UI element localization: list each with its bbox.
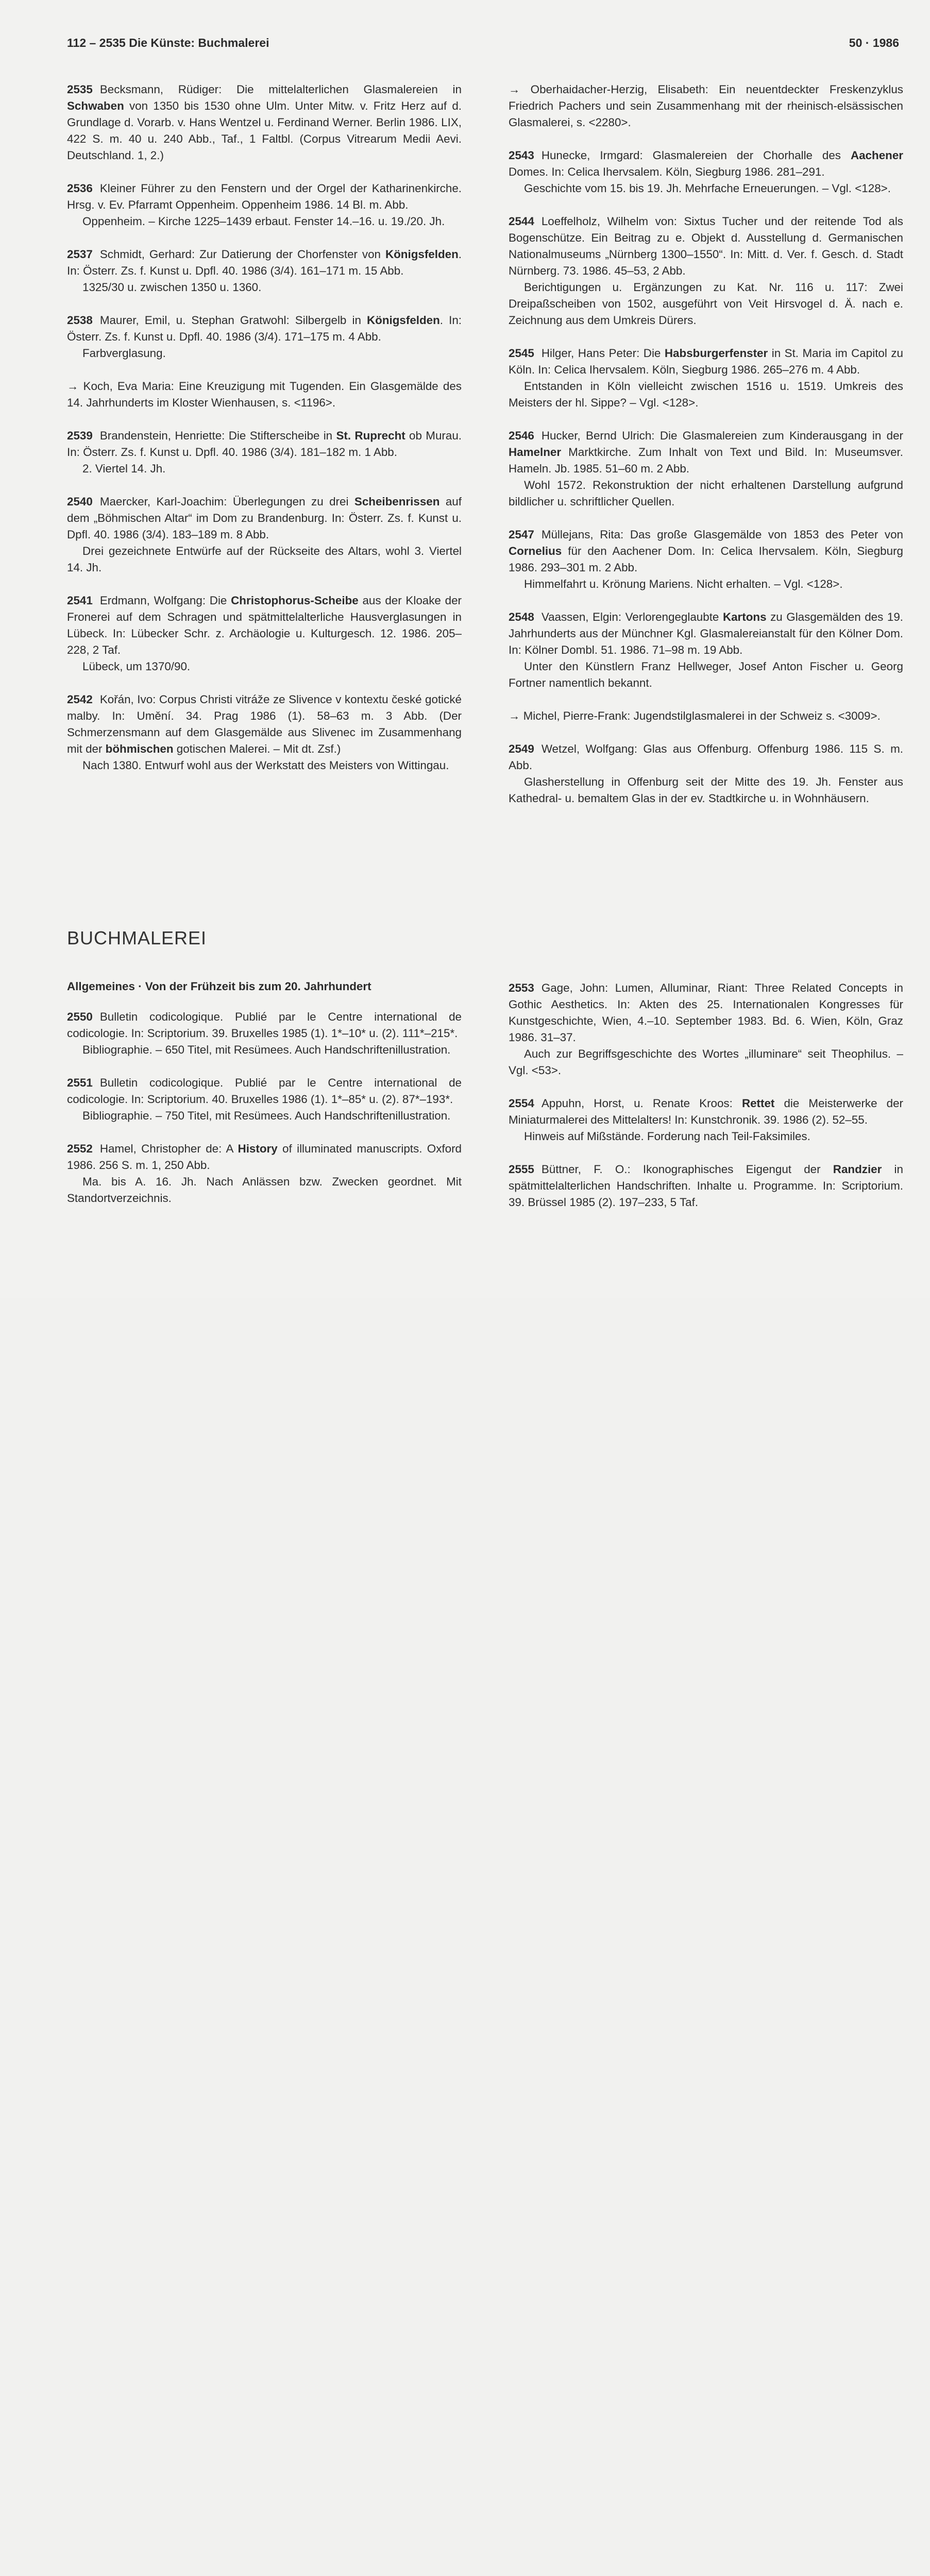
entry-rest: . In: Österr. Zs. f. Kunst u. Dpfl. 40. 1986 (3/4). 161–171 m. 15 Abb. bbox=[67, 248, 462, 277]
bibliography-entry bbox=[67, 246, 462, 296]
cross-reference bbox=[509, 708, 903, 724]
entry-number: 2535 bbox=[67, 83, 93, 96]
entry-text: Erdmann, Wolfgang: Die bbox=[99, 594, 231, 607]
subsection-title: Allgemeines · Von der Frühzeit bis zum 20. Jahrhundert bbox=[67, 980, 371, 993]
bibliography-entry bbox=[67, 592, 462, 675]
entry-rest: gotischen Malerei. – Mit dt. Zsf.) bbox=[173, 742, 341, 755]
keyword: Randzier bbox=[833, 1163, 882, 1176]
keyword: Königsfelden bbox=[385, 248, 459, 261]
bibliography-entry bbox=[67, 691, 462, 774]
entry-note: Ma. bis A. 16. Jh. Nach Anlässen bzw. Zwecken geordnet. Mit Standortverzeichnis. bbox=[67, 1175, 462, 1205]
entry-number: 2548 bbox=[509, 611, 534, 623]
cross-reference bbox=[67, 378, 462, 411]
entry-number: 2546 bbox=[509, 429, 534, 442]
entry-text: Vaassen, Elgin: Verlorengeglaubte bbox=[541, 611, 723, 623]
reference-text: → Oberhaidacher-Herzig, Elisabeth: Ein neuentdeckter Freskenzyklus Friedrich Pachers und sein Zusammenhang mit der bbox=[509, 83, 903, 112]
keyword: Schweiz bbox=[780, 709, 823, 722]
reference-rest: , s. <1196>. bbox=[275, 396, 336, 409]
keyword: Cornelius bbox=[509, 545, 562, 557]
bibliography-entry bbox=[509, 1095, 903, 1145]
keyword: St. Ruprecht bbox=[336, 429, 405, 442]
entry-text: Hucker, Bernd Ulrich: Die Glasmalereien zum Kinderausgang in der bbox=[541, 429, 903, 442]
entry-rest: of illuminated manuscripts. Oxford 1986. 256 S. m. 1, 250 Abb. bbox=[67, 1142, 462, 1172]
entry-number: 2554 bbox=[509, 1097, 534, 1110]
entry-rest: ob Murau. In: Österr. Zs. f. Kunst u. Dpfl. 40. 1986 (3/4). 181–182 m. 1 Abb. bbox=[67, 429, 462, 459]
entry-rest: auf dem „Böhmischen Altar“ im Dom zu Brandenburg. In: Österr. Zs. f. Kunst u. Dpfl. 40. 1986 (3/4). 183–189 m. 8 Abb. bbox=[67, 495, 462, 541]
reference-text: → Koch, Eva Maria: Eine Kreuzigung mit Tugenden. Ein Glasgemälde des 14. Jahrhunderts im Kloster bbox=[67, 380, 462, 409]
entry-number: 2536 bbox=[67, 182, 93, 195]
entry-rest: aus der Kloake der Fronerei auf dem Schragen und spätmittelalterliche Hausverglasungen in Lübeck. In: Lübecker Schr. z. Archäologie u. Kulturgesch. 12. 1986. 205–228, 2 Taf. bbox=[67, 594, 462, 656]
entry-text: Kořán, Ivo: Corpus Christi vitráže ze Slivence v kontextu české gotické malby. In: Umění. 34. Prag 1986 (1). 58–63 m. 3 Abb. (Der Schmerzensmann auf dem Glasgemälde aus Slivenec im Zusammenhang mit der bbox=[67, 693, 462, 755]
entry-number: 2543 bbox=[509, 149, 534, 162]
bibliography-entry bbox=[67, 1075, 462, 1124]
left-column-2 bbox=[67, 1009, 462, 1223]
keyword: Christophorus-Scheibe bbox=[231, 594, 359, 607]
keyword: rheinisch-elsässischen bbox=[787, 99, 903, 112]
entry-number: 2552 bbox=[67, 1142, 93, 1155]
bibliography-entry bbox=[509, 213, 903, 329]
entry-text: Hamel, Christopher de: A bbox=[99, 1142, 238, 1155]
page-header bbox=[67, 36, 899, 57]
entry-text: Gage, John: Lumen, Alluminar, Riant: Three Related Concepts in Gothic Aesthetics. In: Akten des 25. Internationalen Kongresses für Kunstgeschichte, Wien, 4.–10. September 1983. Bd. 6. Wien, Köln, Graz 1986. 31–37. bbox=[509, 981, 903, 1044]
entry-text: Büttner, F. O.: Ikonographisches Eigengut der bbox=[541, 1163, 833, 1176]
entry-note: Bibliographie. – 650 Titel, mit Resümees. Auch Handschriftenillustration. bbox=[82, 1043, 451, 1056]
entry-text: Wetzel, Wolfgang: Glas aus Offenburg. Offenburg 1986. 115 S. m. Abb. bbox=[509, 742, 903, 772]
entry-number: 2541 bbox=[67, 594, 93, 607]
entry-number: 2540 bbox=[67, 495, 93, 508]
entry-text: Maurer, Emil, u. Stephan Gratwohl: Silbergelb in bbox=[99, 314, 367, 327]
reference-text: → Michel, Pierre-Frank: Jugendstilglasmalerei in der bbox=[509, 709, 780, 722]
entry-rest: zu Glasgemälden des 19. Jahrhunderts aus der Münchner Kgl. Glasmalereianstalt für den Kölner Dom. In: Kölner Dombl. 51. 1986. 71–98 m. 19 Abb. bbox=[509, 611, 903, 656]
entry-number: 2545 bbox=[509, 347, 534, 360]
bibliography-entry bbox=[67, 180, 462, 230]
entry-rest: in St. Maria im Capitol zu Köln. In: Celica Ihervsalem. Köln, Siegburg 1986. 265–276 m. 4 Abb. bbox=[509, 347, 903, 376]
entry-note: Oppenheim. – Kirche 1225–1439 erbaut. Fenster 14.–16. u. 19./20. Jh. bbox=[82, 215, 445, 228]
entry-note: Lübeck, um 1370/90. bbox=[82, 660, 191, 673]
entry-text: Maercker, Karl-Joachim: Überlegungen zu drei bbox=[99, 495, 354, 508]
entry-text: Schmidt, Gerhard: Zur Datierung der Chorfenster von bbox=[99, 248, 385, 261]
right-column-2 bbox=[509, 980, 903, 1227]
keyword: Scheibenrissen bbox=[354, 495, 440, 508]
section-title: BUCHMALEREI bbox=[67, 927, 207, 948]
entry-number: 2547 bbox=[509, 528, 534, 541]
entry-text: Brandenstein, Henriette: Die Stifterscheibe in bbox=[99, 429, 336, 442]
entry-note: Unter den Künstlern Franz Hellweger, Josef Anton Fischer u. Georg Fortner namentlich bekannt. bbox=[509, 660, 903, 689]
entry-text: Hilger, Hans Peter: Die bbox=[541, 347, 665, 360]
keyword: Kartons bbox=[722, 611, 767, 623]
left-column bbox=[67, 81, 462, 790]
keyword: Rettet bbox=[741, 1097, 775, 1110]
bibliography-entry bbox=[509, 980, 903, 1079]
entry-text: Becksmann, Rüdiger: Die mittelalterlichen Glasmalereien in bbox=[99, 83, 462, 96]
bibliography-entry bbox=[67, 1141, 462, 1207]
bibliography-entry bbox=[509, 345, 903, 411]
entry-text: Müllejans, Rita: Das große Glasgemälde von 1853 des Peter von bbox=[541, 528, 903, 541]
entry-text: Kleiner Führer zu den Fenstern und der Orgel der Katharinenkirche. Hrsg. v. Ev. Pfarramt Oppenheim. Oppenheim 1986. 14 Bl. m. Abb. bbox=[67, 182, 462, 211]
right-column bbox=[509, 81, 903, 823]
bibliography-entry bbox=[509, 1161, 903, 1211]
entry-number: 2544 bbox=[509, 215, 534, 228]
entry-note: Himmelfahrt u. Krönung Mariens. Nicht erhalten. – Vgl. <128>. bbox=[524, 578, 843, 590]
entry-note: 2. Viertel 14. Jh. bbox=[82, 462, 166, 475]
entry-text: Bulletin codicologique. Publié par le Centre international de codicologie. In: Scriptorium. 40. Bruxelles 1986 (1). 1*–85* u. (2). 87*–193*. bbox=[67, 1076, 462, 1106]
bibliography-entry bbox=[509, 741, 903, 807]
entry-note: Nach 1380. Entwurf wohl aus der Werkstatt des Meisters von Wittingau. bbox=[82, 759, 449, 772]
entry-note: Berichtigungen u. Ergänzungen zu Kat. Nr. 116 u. 117: Zwei Dreipaßscheiben von 1502, ausgeführt von Veit Hirsvogel d. Ä. nach e. Zeichnung aus dem Umkreis Dürers. bbox=[509, 281, 903, 327]
entry-note: Farbverglasung. bbox=[82, 347, 166, 360]
entry-rest: in spätmittelalterlichen Handschriften. Inhalte u. Programme. In: Scriptorium. 39. Brüssel 1985 (2). 197–233, 5 Taf. bbox=[509, 1163, 903, 1209]
entry-number: 2542 bbox=[67, 693, 93, 706]
entry-rest: für den Aachener Dom. In: Celica Ihervsalem. Köln, Siegburg 1986. 293–301 m. 2 Abb. bbox=[509, 545, 903, 574]
bibliography-entry bbox=[67, 494, 462, 576]
entry-note: Bibliographie. – 750 Titel, mit Resümees. Auch Handschriftenillustration. bbox=[82, 1109, 451, 1122]
entry-note: Entstanden in Köln vielleicht zwischen 1516 u. 1519. Umkreis des Meisters der hl. Sippe? – Vgl. <128>. bbox=[509, 380, 903, 409]
entry-rest: von 1350 bis 1530 ohne Ulm. Unter Mitw. v. Fritz Herz auf d. Grundlage d. Vorarb. v. Hans Wentzel u. Ferdinand Werner. Berlin 1986. LIX, 422 S. m. 40 u. 240 Abb., Taf., 1 Faltbl. (Corpus Vitrearum Medii Aevi. Deutschland. 1, 2.) bbox=[67, 99, 462, 162]
keyword: böhmischen bbox=[105, 742, 174, 755]
entry-note: Glasherstellung in Offenburg seit der Mitte des 19. Jh. Fenster aus Kathedral- u. bemaltem Glas in der ev. Stadtkirche u. in Wohnhäusern. bbox=[509, 775, 903, 805]
entry-rest: die Meisterwerke der Miniaturmalerei des Mittelalters! In: Kunstchronik. 39. 1986 (2). 52–55. bbox=[509, 1097, 903, 1126]
entry-note: Drei gezeichnete Entwürfe auf der Rückseite des Altars, wohl 3. Viertel 14. Jh. bbox=[67, 545, 462, 574]
entry-note: Auch zur Begriffsgeschichte des Wortes „illuminare“ seit Theophilus. – Vgl. <53>. bbox=[509, 1047, 903, 1077]
bibliography-entry bbox=[67, 1009, 462, 1058]
footer bbox=[0, 1298, 930, 1365]
keyword: Habsburgerfenster bbox=[664, 347, 768, 360]
reference-rest: Glasmalerei, s. <2280>. bbox=[509, 116, 631, 129]
entry-number: 2553 bbox=[509, 981, 534, 994]
entry-number: 2549 bbox=[509, 742, 534, 755]
bibliography-entry bbox=[509, 428, 903, 510]
entry-note: Hinweis auf Mißstände. Forderung nach Teil-Faksimiles. bbox=[524, 1130, 810, 1143]
bibliography-entry bbox=[67, 81, 462, 164]
keyword: Königsfelden bbox=[366, 314, 440, 327]
bibliography-entry bbox=[509, 527, 903, 592]
header-right: 50 · 1986 bbox=[849, 36, 899, 49]
entry-number: 2538 bbox=[67, 314, 93, 327]
keyword: Hamelner bbox=[509, 446, 562, 459]
entry-rest: Marktkirche. Zum Inhalt von Text und Bild. In: Museumsver. Hameln. Jb. 1985. 51–60 m. 2 Abb. bbox=[509, 446, 903, 475]
bibliography-entry bbox=[67, 428, 462, 477]
keyword: History bbox=[238, 1142, 278, 1155]
entry-text: Hunecke, Irmgard: Glasmalereien der Chorhalle des bbox=[541, 149, 851, 162]
entry-text: Loeffelholz, Wilhelm von: Sixtus Tucher und der reitende Tod als Bogenschütze. Ein Beitrag zu e. Objekt d. Ausstellung d. Germanischen Nationalmuseums „Nürnberg 1300–1550“. In: Mitt. d. Ver. f. Gesch. d. Stadt Nürnberg. 73. 1986. 45–53, 2 Abb. bbox=[509, 215, 903, 277]
bibliography-entry bbox=[509, 147, 903, 197]
entry-number: 2551 bbox=[67, 1076, 93, 1089]
entry-note: Geschichte vom 15. bis 19. Jh. Mehrfache Erneuerungen. – Vgl. <128>. bbox=[524, 182, 891, 195]
keyword: Wienhausen bbox=[211, 396, 276, 409]
header-left: 112 – 2535 Die Künste: Buchmalerei bbox=[67, 36, 269, 49]
bibliography-entry bbox=[509, 609, 903, 691]
entry-rest: Domes. In: Celica Ihervsalem. Köln, Siegburg 1986. 281–291. bbox=[509, 165, 825, 178]
entry-number: 2550 bbox=[67, 1010, 93, 1023]
entry-text: Appuhn, Horst, u. Renate Kroos: bbox=[541, 1097, 742, 1110]
bibliography-entry bbox=[67, 312, 462, 362]
entry-number: 2537 bbox=[67, 248, 93, 261]
entry-note: 1325/30 u. zwischen 1350 u. 1360. bbox=[82, 281, 262, 294]
entry-number: 2555 bbox=[509, 1163, 534, 1176]
keyword: Schwaben bbox=[67, 99, 124, 112]
entry-note: Wohl 1572. Rekonstruktion der nicht erhaltenen Darstellung aufgrund bildlicher u. schriftlicher Quellen. bbox=[509, 479, 903, 508]
cross-reference bbox=[509, 81, 903, 131]
entry-number: 2539 bbox=[67, 429, 93, 442]
reference-rest: s. <3009>. bbox=[822, 709, 881, 722]
keyword: Aachener bbox=[850, 149, 903, 162]
entry-rest: . In: Österr. Zs. f. Kunst u. Dpfl. 40. 1986 (3/4). 171–175 m. 4 Abb. bbox=[67, 314, 462, 343]
entry-text: Bulletin codicologique. Publié par le Centre international de codicologie. In: Scriptorium. 39. Bruxelles 1985 (1). 1*–10* u. (2). 111*–215*. bbox=[67, 1010, 462, 1040]
